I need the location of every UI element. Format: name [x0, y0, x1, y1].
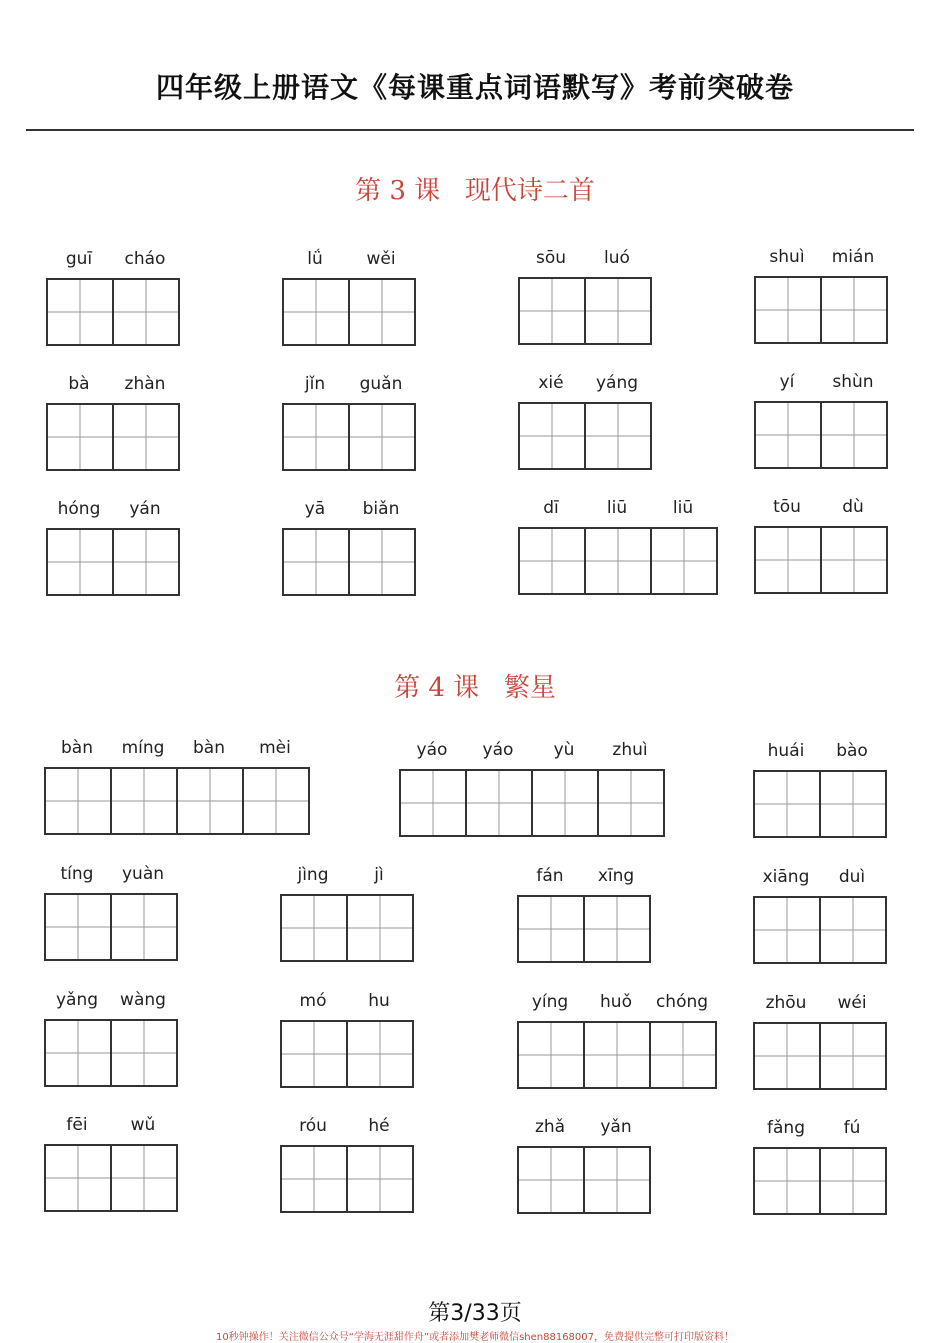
writing-cell[interactable]: [755, 772, 821, 836]
pinyin-label: yǎng: [55, 990, 99, 1010]
pinyin-label: xié: [538, 373, 564, 393]
writing-cell[interactable]: [348, 1147, 414, 1211]
pinyin-label: mián: [831, 247, 875, 267]
pinyin-label: yáo: [482, 740, 514, 760]
writing-cell[interactable]: [520, 279, 586, 343]
character-boxes: [517, 1021, 717, 1089]
writing-cell[interactable]: [48, 280, 114, 344]
writing-cell[interactable]: [350, 530, 416, 594]
writing-cell[interactable]: [755, 1149, 821, 1213]
character-boxes: [753, 1022, 887, 1090]
character-boxes: [46, 278, 180, 346]
pinyin-label: luó: [604, 248, 630, 268]
character-boxes: [280, 1020, 414, 1088]
character-boxes: [282, 278, 416, 346]
pinyin-label: dù: [842, 497, 864, 517]
footer-note: 10秒钟操作！关注微信公众号“学海无涯甜作舟”或者添加樊老师微信shen88168007，免费提供完整可打印版资料！: [215, 1332, 735, 1343]
pinyin-label: duì: [838, 867, 866, 887]
pinyin-label: bào: [836, 741, 868, 761]
pinyin-label: wǔ: [130, 1115, 156, 1135]
pinyin-label: yā: [304, 499, 326, 519]
writing-cell[interactable]: [519, 897, 585, 961]
pinyin-label: yíng: [531, 992, 569, 1012]
writing-cell[interactable]: [519, 1148, 585, 1212]
writing-cell[interactable]: [46, 1021, 112, 1085]
writing-cell[interactable]: [756, 403, 822, 467]
character-boxes: [754, 401, 888, 469]
writing-cell[interactable]: [114, 280, 180, 344]
writing-cell[interactable]: [46, 1146, 112, 1210]
character-boxes: [44, 1144, 178, 1212]
writing-cell[interactable]: [244, 769, 310, 833]
writing-cell[interactable]: [114, 530, 180, 594]
pinyin-label: liū: [672, 498, 694, 518]
pinyin-label: bàn: [61, 738, 93, 758]
writing-cell[interactable]: [533, 771, 599, 835]
pinyin-label: dī: [543, 498, 559, 518]
character-boxes: [518, 402, 652, 470]
pinyin-label: bàn: [193, 738, 225, 758]
writing-cell[interactable]: [756, 278, 822, 342]
pinyin-label: hé: [368, 1116, 390, 1136]
writing-cell[interactable]: [585, 1148, 651, 1212]
writing-cell[interactable]: [822, 278, 888, 342]
writing-cell[interactable]: [282, 1147, 348, 1211]
writing-cell[interactable]: [585, 1023, 651, 1087]
pinyin-label: zhuì: [612, 740, 648, 760]
writing-cell[interactable]: [350, 280, 416, 344]
pinyin-label: míng: [121, 738, 165, 758]
pinyin-label: jǐn: [304, 374, 326, 394]
writing-cell[interactable]: [112, 1021, 178, 1085]
writing-cell[interactable]: [586, 529, 652, 593]
writing-cell[interactable]: [282, 896, 348, 960]
writing-cell[interactable]: [46, 895, 112, 959]
character-boxes: [517, 1146, 651, 1214]
writing-cell[interactable]: [282, 1022, 348, 1086]
page-title: 四年级上册语文《每课重点词语默写》考前突破卷: [155, 71, 794, 104]
pinyin-label: yán: [129, 499, 161, 519]
writing-cell[interactable]: [348, 1022, 414, 1086]
writing-cell[interactable]: [112, 895, 178, 959]
pinyin-label: jìng: [297, 865, 329, 885]
writing-cell[interactable]: [520, 529, 586, 593]
title-divider: [26, 129, 914, 131]
writing-cell[interactable]: [46, 769, 112, 833]
writing-cell[interactable]: [586, 279, 652, 343]
pinyin-label: biǎn: [362, 499, 400, 519]
pinyin-label: wéi: [837, 993, 867, 1013]
lesson-heading-3: 第 3 课 现代诗二首: [355, 176, 595, 206]
writing-cell[interactable]: [821, 1149, 887, 1213]
character-boxes: [282, 403, 416, 471]
pinyin-label: xiāng: [762, 867, 810, 887]
pinyin-label: yù: [553, 740, 575, 760]
pinyin-label: sōu: [535, 248, 567, 268]
writing-cell[interactable]: [822, 403, 888, 467]
pinyin-label: mó: [299, 991, 327, 1011]
character-boxes: [517, 895, 651, 963]
character-boxes: [754, 526, 888, 594]
character-boxes: [46, 528, 180, 596]
writing-cell[interactable]: [112, 1146, 178, 1210]
writing-cell[interactable]: [284, 530, 350, 594]
writing-cell[interactable]: [284, 405, 350, 469]
pinyin-label: cháo: [124, 249, 166, 269]
pinyin-label: yǎn: [600, 1117, 632, 1137]
pinyin-label: hóng: [57, 499, 101, 519]
pinyin-label: xīng: [597, 866, 635, 886]
pinyin-label: jì: [374, 865, 384, 885]
writing-cell[interactable]: [519, 1023, 585, 1087]
writing-cell[interactable]: [48, 530, 114, 594]
writing-cell[interactable]: [284, 280, 350, 344]
pinyin-label: tōu: [773, 497, 801, 517]
character-boxes: [399, 769, 665, 837]
writing-cell[interactable]: [755, 1024, 821, 1088]
pinyin-label: guī: [65, 249, 93, 269]
writing-cell[interactable]: [178, 769, 244, 833]
pinyin-label: bà: [68, 374, 90, 394]
pinyin-label: fán: [536, 866, 564, 886]
pinyin-label: shùn: [832, 372, 874, 392]
pinyin-label: zhàn: [124, 374, 166, 394]
character-boxes: [753, 896, 887, 964]
pinyin-label: wěi: [366, 249, 396, 269]
writing-cell[interactable]: [585, 897, 651, 961]
character-boxes: [754, 276, 888, 344]
character-boxes: [280, 1145, 414, 1213]
writing-cell[interactable]: [652, 529, 718, 593]
pinyin-label: hu: [368, 991, 390, 1011]
page-number: 第3/33页: [428, 1301, 522, 1326]
writing-cell[interactable]: [348, 896, 414, 960]
writing-cell[interactable]: [651, 1023, 717, 1087]
writing-cell[interactable]: [821, 772, 887, 836]
pinyin-label: yáo: [416, 740, 448, 760]
writing-cell[interactable]: [350, 405, 416, 469]
writing-cell[interactable]: [114, 405, 180, 469]
lesson-heading-4: 第 4 课 繁星: [394, 673, 556, 703]
pinyin-label: róu: [299, 1116, 327, 1136]
pinyin-label: huái: [767, 741, 805, 761]
character-boxes: [753, 770, 887, 838]
character-boxes: [46, 403, 180, 471]
pinyin-label: guǎn: [359, 374, 403, 394]
writing-cell[interactable]: [755, 898, 821, 962]
writing-cell[interactable]: [112, 769, 178, 833]
writing-cell[interactable]: [756, 528, 822, 592]
character-boxes: [518, 277, 652, 345]
character-boxes: [518, 527, 718, 595]
writing-cell[interactable]: [467, 771, 533, 835]
writing-cell[interactable]: [822, 528, 888, 592]
character-boxes: [282, 528, 416, 596]
writing-cell[interactable]: [48, 405, 114, 469]
pinyin-label: zhǎ: [534, 1117, 566, 1137]
writing-cell[interactable]: [821, 1024, 887, 1088]
pinyin-label: mèi: [259, 738, 291, 758]
pinyin-label: fǎng: [767, 1118, 805, 1138]
writing-cell[interactable]: [401, 771, 467, 835]
pinyin-label: tíng: [60, 864, 94, 884]
pinyin-label: yáng: [595, 373, 639, 393]
pinyin-label: zhōu: [765, 993, 807, 1013]
character-boxes: [44, 1019, 178, 1087]
writing-cell[interactable]: [520, 404, 586, 468]
writing-cell[interactable]: [821, 898, 887, 962]
writing-cell[interactable]: [586, 404, 652, 468]
pinyin-label: fú: [843, 1118, 861, 1138]
character-boxes: [44, 767, 310, 835]
pinyin-label: shuì: [769, 247, 805, 267]
pinyin-label: yuàn: [121, 864, 165, 884]
character-boxes: [280, 894, 414, 962]
writing-cell[interactable]: [599, 771, 665, 835]
character-boxes: [753, 1147, 887, 1215]
character-boxes: [44, 893, 178, 961]
pinyin-label: yí: [779, 372, 795, 392]
pinyin-label: liū: [606, 498, 628, 518]
pinyin-label: chóng: [655, 992, 709, 1012]
pinyin-label: wàng: [120, 990, 166, 1010]
pinyin-label: huǒ: [600, 992, 632, 1012]
pinyin-label: fēi: [66, 1115, 88, 1135]
pinyin-label: lǘ: [307, 249, 323, 269]
